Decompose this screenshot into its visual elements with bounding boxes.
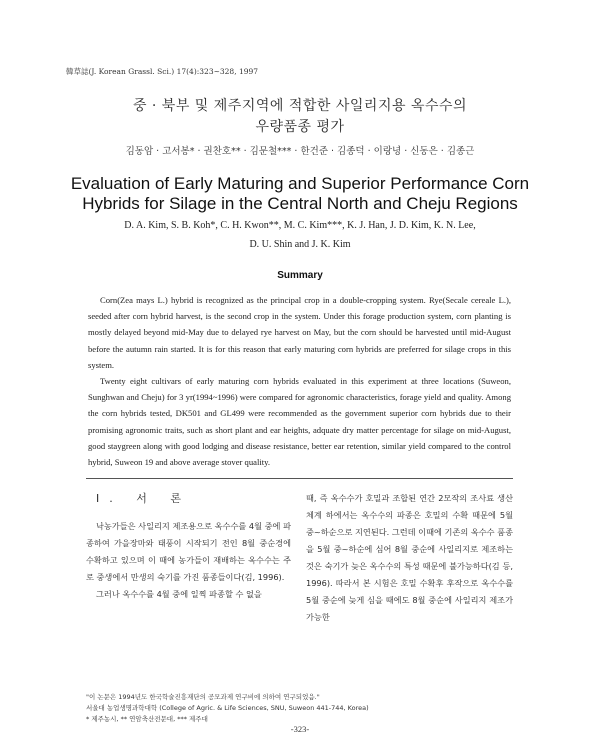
english-authors-line1: D. A. Kim, S. B. Koh*, C. H. Kwon**, M. C. Kim***, K. J. Han, J. D. Kim, K. N. Lee,	[124, 220, 476, 231]
section-divider	[86, 478, 513, 479]
left-column	[86, 490, 291, 603]
journal-header: 韓草誌(J. Korean Grassl. Sci.) 17(4):323~328, 1997	[66, 67, 259, 76]
korean-authors: 김동암 · 고서봉* · 권찬호** · 김문철*** · 한건준 · 김종덕 · 이랑녕 · 신동은 · 김종근	[125, 146, 475, 157]
korean-title-line2: 우량품종 평가	[255, 119, 345, 135]
footnote-coauthor-affiliations: * 제주농시, ** 연암축산전문대, *** 제주대	[86, 715, 208, 723]
footnotes	[86, 692, 516, 725]
intro-paragraph-continued: 때, 즉 옥수수가 호밀과 조합된 연간 2모작의 조사료 생산체계 하에서는 옥수수의 파종은 호밀의 수확 때문에 5월 중~하순으로 지연된다. 그런데 이때에 기존의 옥수수 품종을 5월 중~하순에 심어 8월 중순에 사일리지로 제조하는 것은 숙기가 늦은 옥수수의 특성 때문에 불가능하다(김 등, 1996). 따라서 본 시험은 호밀 수확후 후작으로 옥수수를 5월 중순에 늦게 심을 때에도 8월 중순에 사일리지 제조가 가능한	[306, 493, 513, 622]
footnote-funding: "이 논문은 1994년도 한국학술진흥재단의 공모과제 연구비에 의하여 연구되었음."	[86, 693, 320, 701]
abstract-paragraph-1: Corn(Zea mays L.) hybrid is recognized as the principal crop in a double-cropping system. Rye(Secale cereale L.), seeded after corn hybrid harvest, is the second crop in the system. Under this forage production system, corn planting is mostly delayed beyond mid-May due to delayed rye harvest on May, but the corn should be harvested until mid-August before the autumn rain started. It is for this reason that early maturing corn hybrids are preferred for silage crops in this system.	[88, 295, 511, 370]
page-number: -323-	[290, 724, 310, 734]
abstract-paragraph-2: Twenty eight cultivars of early maturing corn hybrids evaluated in this experiment at three locations (Suweon, Sunghwan and Cheju) for 3 yr(1994~1996) were compared for agronomic characteristics, forage yield and quality. Among the corn hybrids tested, DK501 and GL499 were recommended as the government superior corn hybrids due to their promising agronomic traits, such as short plant and ear heights, adquate dry matter percentage for silage on mid-August, good staygreen along with good lodging and disease resistance, better ear retention, similar yield compared to the control hybrid, Suweon 19 and above average stover quality.	[88, 376, 511, 468]
right-column	[306, 490, 513, 626]
korean-title-line1: 중 · 북부 및 제주지역에 적합한 사일리지용 옥수수의	[132, 98, 468, 114]
english-title-line2: Hybrids for Silage in the Central North and Cheju Regions	[82, 194, 518, 213]
summary-heading: Summary	[277, 270, 323, 281]
footnote-affiliation: 서울대 농업생명과학대학 (College of Agric. & Life Sciences, SNU, Suweon 441-744, Korea)	[86, 704, 369, 712]
intro-paragraph-1: 낙농가들은 사일리지 제조용으로 옥수수를 4월 중에 파종하여 가을장마와 태풍이 시작되기 전인 8월 중순경에 수확하고 있으며 이 때에 농가들이 재배하는 옥수수는 주로 중생에서 만생의 숙기를 가진 품종들이다(김, 1996).	[86, 521, 291, 582]
intro-paragraph-2: 그러나 옥수수를 4월 중에 일찍 파종할 수 없을	[96, 589, 262, 599]
abstract	[88, 292, 511, 470]
section-heading-introduction: I. 서 론	[96, 492, 191, 505]
english-authors-line2: D. U. Shin and J. K. Kim	[249, 239, 351, 250]
english-title-line1: Evaluation of Early Maturing and Superior Performance Corn	[70, 174, 530, 193]
